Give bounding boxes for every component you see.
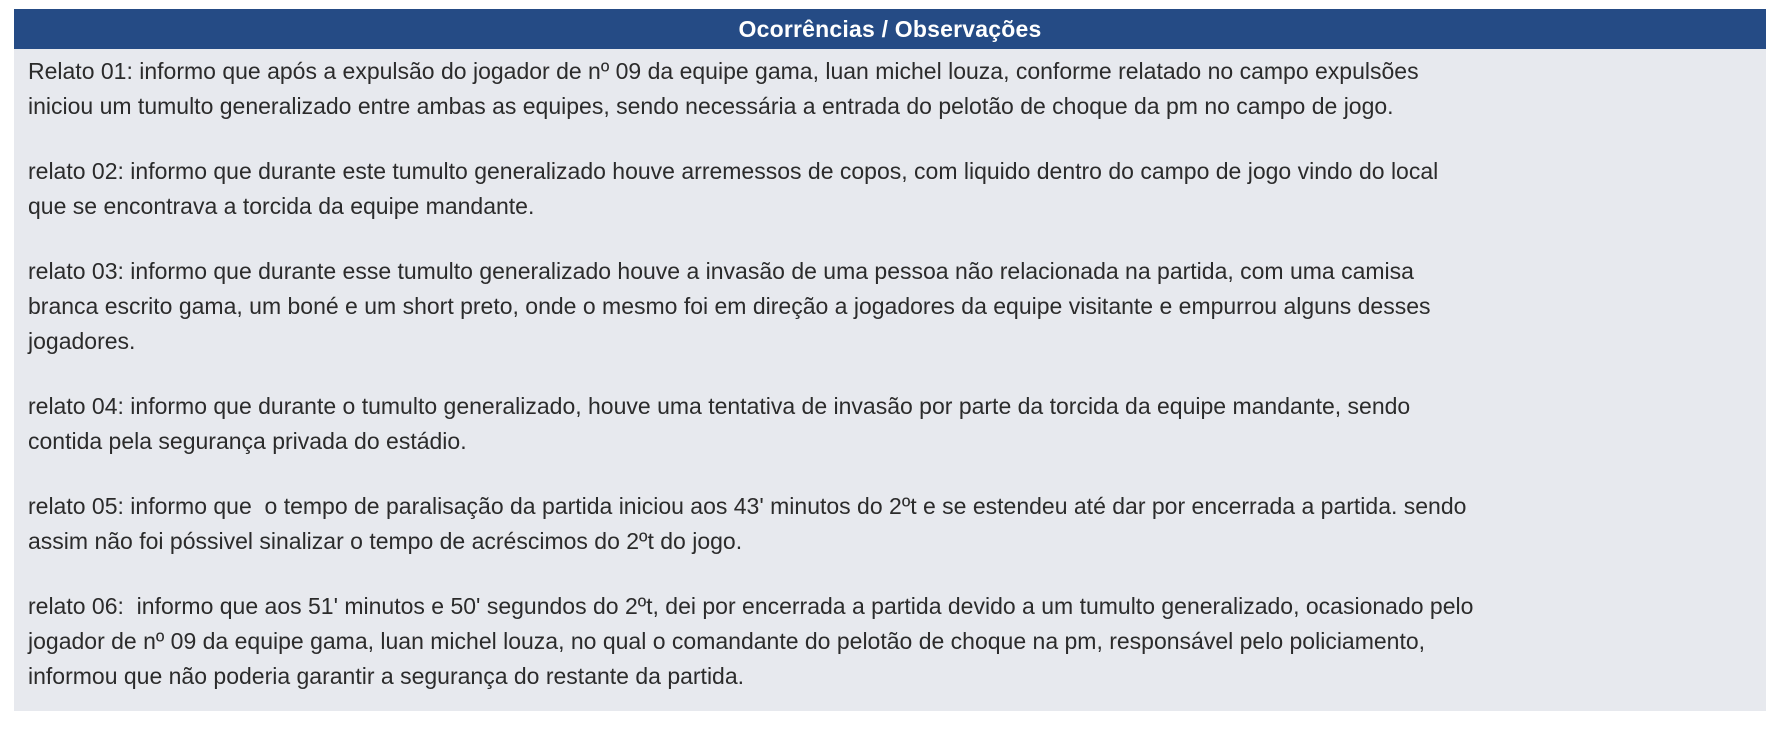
relato-05: relato 05: informo que o tempo de paralisação da partida iniciou aos 43' minutos do 2ºt e se estendeu até dar por encerrada a partida. sendo assim não foi póssivel sinalizar o tempo de acréscimos do 2ºt do jogo. [28,493,1467,554]
relato-04: relato 04: informo que durante o tumulto generalizado, houve uma tentativa de invasão por parte da torcida da equipe mandante, sendo contida pela segurança privada do estádio. [28,393,1411,454]
relato-01: Relato 01: informo que após a expulsão do jogador de nº 09 da equipe gama, luan michel louza, conforme relatado no campo expulsões iniciou um tumulto generalizado entre ambas as equipes, sendo necessária a entrada do pelotão de choque da pm no campo de jogo. [28,58,1419,119]
panel-body [14,49,1766,694]
relato-03: relato 03: informo que durante esse tumulto generalizado houve a invasão de uma pessoa não relacionada na partida, com uma camisa branca escrito gama, um boné e um short preto, onde o mesmo foi em direção a jogadores da equipe visitante e empurrou alguns desses jogadores. [28,258,1431,354]
relato-02: relato 02: informo que durante este tumulto generalizado houve arremessos de copos, com liquido dentro do campo de jogo vindo do local que se encontrava a torcida da equipe mandante. [28,158,1439,219]
panel-title: Ocorrências / Observações [14,9,1766,49]
occurrences-panel [14,9,1766,711]
relato-06: relato 06: informo que aos 51' minutos e 50' segundos do 2ºt, dei por encerrada a partida devido a um tumulto generalizado, ocasionado pelo jogador de nº 09 da equipe gama, luan michel louza, no qual o comandante do pelotão de choque na pm, responsável pelo policiamento, informou que não poderia garantir a segurança do restante da partida. [28,593,1474,689]
